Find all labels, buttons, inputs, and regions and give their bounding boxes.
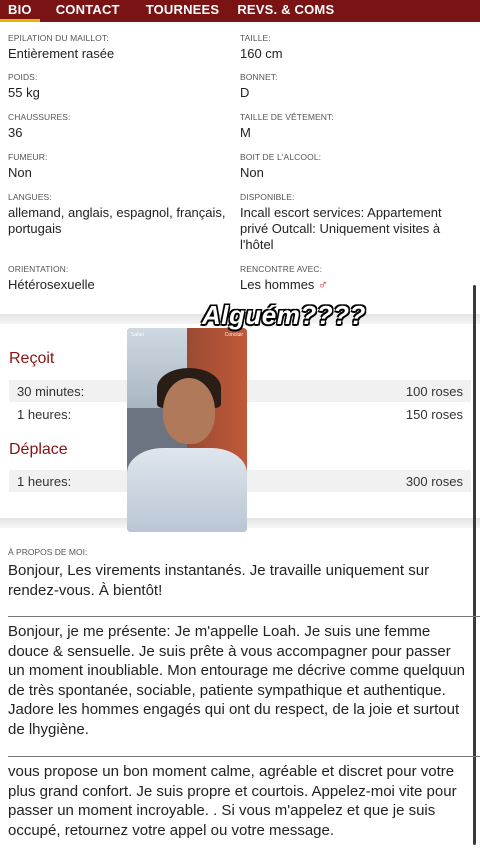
field-label: BONNET:	[240, 72, 278, 82]
video-left-tag[interactable]: Safari	[131, 332, 145, 338]
field-label: CHAUSSURES:	[8, 112, 71, 122]
field-smoker	[8, 152, 236, 181]
field-value: allemand, anglais, espagnol, français, portugais	[8, 205, 226, 236]
tab-tournees[interactable]: TOURNEES	[145, 2, 220, 17]
about-paragraph-2: Bonjour, je me présente: Je m'appelle Loah. Je suis une femme douce & sensuelle. Je suis prête à vous accompagner pour passer un moment inoubliable. Mon entourage me décrive comme quelquun de très spontanée, sociable, patiente sympathique et authentique. Jadore les hommes engagés qui ont du respect, de la joie et surtout de lhygiène.	[8, 623, 465, 738]
field-value: 36	[8, 125, 23, 140]
field-label: EPILATION DU MAILLOT:	[8, 33, 109, 43]
divider-line	[8, 616, 480, 617]
field-value: 55 kg	[8, 85, 40, 100]
video-call-overlay[interactable]	[127, 328, 247, 532]
field-label: FUMEUR:	[8, 152, 48, 162]
field-label: TAILLE DE VÊTEMENT:	[240, 112, 334, 122]
field-height	[240, 33, 468, 62]
field-value: Non	[8, 165, 32, 180]
field-orientation	[8, 264, 236, 293]
field-value	[240, 277, 468, 293]
field-shoes	[8, 112, 236, 141]
rate-price: 150 roses	[405, 406, 463, 422]
field-value: D	[240, 85, 250, 100]
about-label: À PROPOS DE MOI:	[8, 547, 88, 557]
field-value: Incall escort services: Appartement privé Outcall: Uniquement visites à l'hôtel	[240, 205, 442, 252]
field-meets-with	[240, 264, 468, 293]
field-value: 160 cm	[240, 46, 283, 61]
rates-title-recoit: Reçoit	[9, 350, 55, 367]
field-value: Entièrement rasée	[8, 46, 115, 61]
field-clothing-size	[240, 112, 468, 141]
scrollbar[interactable]	[473, 285, 476, 845]
field-languages	[8, 192, 236, 237]
field-label: BOIT DE L'ALCOOL:	[240, 152, 322, 162]
about-paragraph-1: Bonjour, Les virements instantanés. Je travaille uniquement sur rendez-vous. À bientôt!	[8, 562, 430, 599]
field-weight	[8, 72, 236, 101]
field-value: Non	[240, 165, 264, 180]
field-value: Hétérosexuelle	[8, 277, 95, 292]
tab-bio[interactable]: BIO	[0, 0, 40, 22]
field-cup	[240, 72, 468, 101]
rates-title-deplace: Déplace	[9, 441, 68, 458]
overlay-caption: Alguém????	[202, 300, 366, 330]
rate-price: 300 roses	[405, 473, 463, 489]
field-label: ORIENTATION:	[8, 264, 69, 274]
field-availability	[240, 192, 468, 253]
field-bikini	[8, 33, 236, 62]
tab-contact[interactable]: CONTACT	[55, 2, 120, 17]
tab-reviews[interactable]: REVS. & COMS	[237, 2, 335, 17]
field-value-text: Les hommes	[240, 277, 315, 292]
rate-duration: 1 heures:	[17, 406, 72, 422]
field-label: POIDS:	[8, 72, 38, 82]
field-label: RENCONTRE AVEC:	[240, 264, 323, 274]
top-nav	[0, 0, 480, 22]
field-label: DISPONIBLE:	[240, 192, 295, 202]
video-person-face	[163, 378, 215, 444]
about-paragraph-3: vous propose un bon moment calme, agréable et discret pour votre plus grand confort. Je suis propre et courtois. Appelez-moi vite pour passer un moment incroyable. . Si vous m'appelez et que je suis occupé, retournez votre appel ou votre message.	[8, 763, 457, 839]
field-label: TAILLE:	[240, 33, 271, 43]
video-person-shirt	[127, 448, 247, 532]
male-symbol-icon: ♂	[318, 277, 328, 292]
rate-duration: 30 minutes:	[17, 383, 85, 399]
divider-line	[8, 756, 480, 757]
video-right-tag[interactable]: Concluir	[224, 332, 243, 338]
rate-duration: 1 heures:	[17, 473, 72, 489]
rate-price: 100 roses	[405, 383, 463, 399]
field-value: M	[240, 125, 251, 140]
field-label: LANGUES:	[8, 192, 52, 202]
field-alcohol	[240, 152, 468, 181]
